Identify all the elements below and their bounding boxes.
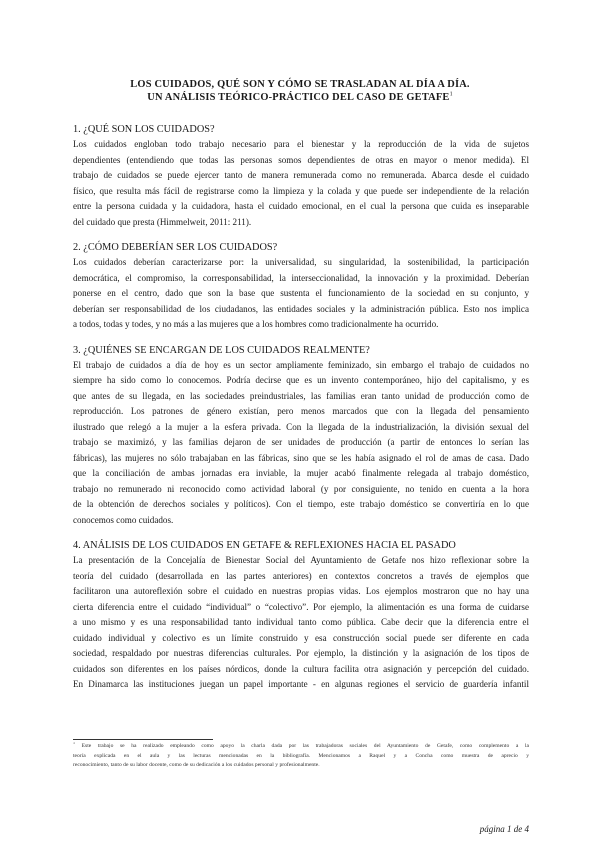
- paragraph-line: físico, que resulta más fácil de registrarse como la limpieza y la colada y que puede ser independiente de la relación: [73, 185, 529, 196]
- paragraph-line: trabajo no remunerado ni reconocido como actividad laboral (y por consiguiente, no tenido en cuenta a la hora: [73, 483, 529, 494]
- paragraph-line: cuidados son diferentes en los países nórdicos, donde la cultura facilita otra asignación y percepción del cuidado.: [73, 663, 529, 674]
- footnote-line-2: teoría explicada en el aula y las lecturas mencionadas en la bibliografía. Mencionamos a Raquel y a Concha como muestra de aprecio y: [73, 752, 529, 759]
- section-1-heading: 1. ¿QUÉ SON LOS CUIDADOS?: [73, 124, 215, 135]
- paragraph-line: trabajo se maximizó, y las familias dejaron de ser unidades de producción (a partir de entonces lo serían las: [73, 437, 529, 447]
- paragraph-line: dependientes (entendiendo que todas las personas somos dependientes de otras en mayor o menor medida). El: [73, 154, 529, 165]
- paragraph-line: El trabajo de cuidados a día de hoy es un sector ampliamente feminizado, sin embargo el trabajo de cuidados no: [73, 359, 529, 370]
- paragraph-line: a uno mismo y es una responsabilidad tanto individual tanto como pública. Cabe decir que la diferencia entre el: [73, 617, 529, 627]
- title-line-2-text: UN ANÁLISIS TEÓRICO-PRÁCTICO DEL CASO DE GETAFE: [147, 92, 450, 103]
- section-1-paragraph: [73, 137, 529, 230]
- document-title: [60, 78, 540, 104]
- footnote-line-1: [73, 742, 529, 752]
- paragraph-line: siempre ha sido como lo conocemos. Podría decirse que es un invento contemporáneo, hijo del capitalismo, y es: [73, 375, 529, 385]
- paragraph-line: de la obtención de derechos sociales y políticos). Con el tiempo, este trabajo doméstico se convertiría en lo que: [73, 499, 529, 509]
- paragraph-line: deberían ser responsabilidad de los ciudadanos, las entidades sociales y la administración pública. Esto nos implica: [73, 303, 529, 314]
- footnote: [73, 742, 529, 771]
- title-footnote-ref[interactable]: 1: [449, 91, 453, 98]
- paragraph-line: La presentación de la Concejalía de Bienestar Social del Ayuntamiento de Getafe nos hizo reflexionar sobre la: [73, 555, 529, 565]
- title-line-2: [60, 91, 540, 104]
- paragraph-line: fábricas), las mujeres no sólo trabajaban en las fábricas, sino que se les había asignado el rol de amas de casa. Dado: [73, 452, 529, 463]
- paragraph-line: En Dinamarca las instituciones juegan un papel importante - en algunas regiones el servicio de guardería infantil: [73, 679, 529, 689]
- paragraph-line: ilustrado que relegó a la mujer a la esfera privada. Con la llegada de la industrialización, la división sexual del: [73, 421, 529, 432]
- section-4-paragraph: [73, 553, 529, 693]
- paragraph-line: sociedad, respaldado por nuestras diferencias culturales. Por ejemplo, la distinción y la asignación de los tipos de: [73, 648, 529, 658]
- document-body: [73, 122, 529, 693]
- paragraph-line: conocemos como cuidados.: [73, 514, 174, 525]
- paragraph-line: del cuidado que presta (Himmelweit, 2011: 211).: [73, 216, 252, 227]
- section-2-heading: 2. ¿CÓMO DEBERÍAN SER LOS CUIDADOS?: [73, 242, 278, 253]
- footnote-line-3: reconocimiento, tanto de su labor docente, como de su dedicación a los cuidados personal y profesionalmente.: [73, 762, 320, 768]
- paragraph-line: Los cuidados deberían caracterizarse por: la universalidad, su singularidad, la sostenibilidad, la participación: [73, 257, 529, 267]
- paragraph-line: reproducción. Los patrones de género existían, pero menos marcados que con la llegada del pensamiento: [73, 406, 529, 416]
- footnote-divider: [73, 739, 213, 740]
- title-line-1: LOS CUIDADOS, QUÉ SON Y CÓMO SE TRASLADAN AL DÍA A DÍA.: [130, 79, 470, 90]
- paragraph-line: entre la persona cuidada y la cuidadora, hasta el cuidado emocional, en el cual la persona que cuida es inseparable: [73, 201, 529, 211]
- paragraph-line: que antes de su llegada, en las sociedades preindustriales, las familias eran tanto unidad de producción como de: [73, 390, 529, 401]
- paragraph-line: cierta diferencia entre el cuidado “individual” o “colectivo”. Por ejemplo, la alimentación es una forma de cuidarse: [73, 601, 529, 612]
- footnote-marker: 1: [73, 742, 75, 746]
- paragraph-line: teoría del cuidado (desarrollada en las partes anteriores) en contextos concretos a través de ejemplos que: [73, 570, 529, 581]
- paragraph-line: que la conciliación de ambas jornadas era inviable, la mujer acabó finalmente relegada al trabajo doméstico,: [73, 468, 529, 478]
- paragraph-line: ponerse en el centro, dado que son la base que sustenta el funcionamiento de la sociedad en su conjunto, y: [73, 288, 529, 298]
- section-3-heading: 3. ¿QUIÉNES SE ENCARGAN DE LOS CUIDADOS REALMENTE?: [73, 344, 370, 356]
- page-number: página 1 de 4: [479, 824, 529, 834]
- paragraph-line: cuidado individual y colectivo es un límite construido y esa construcción social puede ser diferente en cada: [73, 632, 529, 643]
- section-4-heading: 4. ANÁLISIS DE LOS CUIDADOS EN GETAFE & REFLEXIONES HACIA EL PASADO: [73, 540, 456, 551]
- paragraph-line: a todos, todas y todes, y no más a las mujeres que a los hombres como tradicionalmente ha ocurrido.: [73, 319, 439, 329]
- footnote-line-1-text: Este trabajo se ha realizado empleando como apoyo la charla dada por las trabajadoras sociales del Ayuntamiento de Getafe, como complemento a la: [81, 743, 529, 749]
- section-2-paragraph: [73, 255, 529, 333]
- paragraph-line: democrática, el compromiso, la corresponsabilidad, la interseccionalidad, la innovación y la proximidad. Deberían: [73, 272, 529, 283]
- section-3-paragraph: [73, 358, 529, 529]
- paragraph-line: trabajo de cuidados se puede ejercer tanto de manera remunerada como no remunerada. Abarca desde el cuidado: [73, 170, 529, 180]
- paragraph-line: facilitaron una autoreflexión sobre el cuidado en nuestras propias vidas. Los ejemplos mostraron que no hay una: [73, 586, 529, 596]
- paragraph-line: Los cuidados engloban todo trabajo necesario para el bienestar y la reproducción de la vida de sujetos: [73, 139, 529, 149]
